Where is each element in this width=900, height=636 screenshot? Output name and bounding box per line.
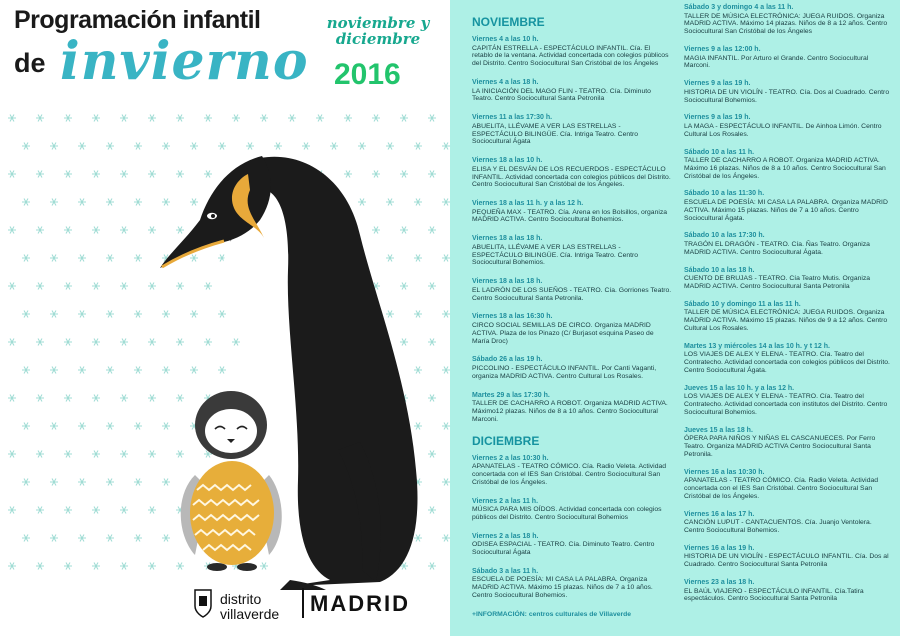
schedule-panel <box>450 0 900 636</box>
event-description: ABUELITA, LLÉVAME A VER LAS ESTRELLAS - ESPECTÁCULO BILINGÜE. Cía. Intriga Teatro. Centro Sociocultural Bohemios. <box>472 243 639 267</box>
snowflake-icon <box>92 283 100 290</box>
footer-district <box>220 592 279 621</box>
event-date: Viernes 16 a las 10:30 h. <box>684 468 765 476</box>
snowflake-icon <box>78 255 86 262</box>
title-year: 2016 <box>334 58 401 91</box>
snowflake-icon <box>50 255 58 262</box>
snowflake-icon <box>22 423 30 430</box>
event-item <box>684 232 894 256</box>
snowflake-icon <box>176 115 184 122</box>
noviembre-list <box>472 36 672 424</box>
snowflake-icon <box>92 563 100 570</box>
snowflake-icon <box>442 367 450 374</box>
event-date: Viernes 18 a las 18 h. <box>472 278 543 286</box>
snowflake-icon <box>22 143 30 150</box>
snowflake-icon <box>218 143 226 150</box>
event-description: APANATELAS - TEATRO CÓMICO. Cía. Radio Veleta. Actividad concertada con el IES San Cristóbal. Centro Sociocultural San Cristóbal de los Ángeles. <box>684 477 879 500</box>
event-item <box>684 46 894 70</box>
event-description: ÓPERA PARA NIÑOS Y NIÑAS EL CASCANUECES. Por Ferro Teatro. Organiza MADRID ACTIVA Centro Sociocultural Santa Petronila. <box>684 435 876 458</box>
snowflake-icon <box>204 115 212 122</box>
event-date: Sábado 26 a las 19 h. <box>472 356 543 364</box>
event-description: TALLER DE CACHARRO A ROBOT. Organiza MADRID ACTIVA. Máximo 16 plazas. Niños de 8 a 10 años. Centro Sociocultural San Cristóbal de los Ángeles. <box>684 157 886 180</box>
snowflake-icon <box>36 563 44 570</box>
event-description: CUENTO DE BRUJAS - TEATRO. Cía Teatro Mutis. Organiza MADRID ACTIVA. Centro Sociocultural Santa Petronila <box>684 275 871 290</box>
snowflake-icon <box>442 423 450 430</box>
snowflake-icon <box>78 311 86 318</box>
schedule-column-right <box>684 4 894 613</box>
event-date: Jueves 15 a las 10 h. y a las 12 h. <box>684 384 795 392</box>
event-date: Sábado 3 a las 11 h. <box>472 567 539 575</box>
coat-of-arms-icon <box>194 588 212 618</box>
event-date: Sábado 10 a las 11 h. <box>684 148 755 156</box>
snowflake-icon <box>344 115 352 122</box>
event-date: Viernes 4 a las 10 h. <box>472 36 539 43</box>
snowflake-icon <box>22 535 30 542</box>
snowflake-icon <box>92 507 100 514</box>
snowflake-icon <box>78 143 86 150</box>
snowflake-icon <box>50 199 58 206</box>
event-description: TALLER DE MÚSICA ELECTRÓNICA: JUEGA RUIDOS. Organiza MADRID ACTIVA. Máximo 15 plazas. Niños de 9 a 12 años. Centro Cultural Los Rosales. <box>684 309 888 332</box>
title-months: noviembre y diciembre <box>326 14 430 48</box>
snowflake-icon <box>330 143 338 150</box>
event-description: APANATELAS - TEATRO CÓMICO. Cía. Radio Veleta. Actividad concertada con el IES San Cristóbal. Centro Sociocultural San Cristóbal de los Ángeles. <box>472 463 667 486</box>
event-item <box>472 356 672 380</box>
event-date: Viernes 2 a las 11 h. <box>472 497 539 505</box>
snowflake-icon <box>92 115 100 122</box>
event-date: Martes 29 a las 17:30 h. <box>472 391 550 399</box>
event-item <box>472 79 672 103</box>
event-item <box>684 114 894 138</box>
snowflake-icon <box>162 143 170 150</box>
event-description: TRAGÓN EL DRAGÓN - TEATRO. Cía. Ñas Teatro. Organiza MADRID ACTIVA. Centro Sociocultural Ágata. <box>684 241 870 256</box>
event-item <box>684 469 894 501</box>
snowflake-icon <box>302 143 310 150</box>
event-description: HISTORIA DE UN VIOLÍN - TEATRO. Cía. Dos al Cuadrado. Centro Sociocultural Bohemios. <box>684 88 890 104</box>
event-date: Jueves 15 a las 18 h. <box>684 426 753 434</box>
snowflake-icon <box>22 199 30 206</box>
snowflake-icon <box>92 171 100 178</box>
snowflake-icon <box>64 563 72 570</box>
title-script: invierno <box>60 31 309 92</box>
snowflake-icon <box>36 451 44 458</box>
snowflake-icon <box>106 255 114 262</box>
event-item <box>472 568 672 600</box>
snowflake-icon <box>316 115 324 122</box>
snowflake-icon <box>106 423 114 430</box>
event-description: CIRCO SOCIAL SEMILLAS DE CIRCO. Organiza MADRID ACTIVA. Plaza de los Pinazo (C/ Burjasot esquina Paseo de María Droc) <box>472 322 654 345</box>
snowflake-icon <box>36 115 44 122</box>
event-description: ODISEA ESPACIAL - TEATRO. Cía. Diminuto Teatro. Centro Sociocultural Ágata <box>472 541 655 557</box>
event-item <box>684 579 894 603</box>
snowflake-icon <box>442 143 450 150</box>
title-line2: de <box>14 48 46 78</box>
snowflake-icon <box>120 563 128 570</box>
event-item <box>684 385 894 417</box>
snowflake-icon <box>8 451 16 458</box>
footer-logo <box>190 584 440 630</box>
snowflake-icon <box>22 255 30 262</box>
event-date: Viernes 11 a las 17:30 h. <box>472 114 553 122</box>
event-item <box>684 427 894 459</box>
snowflake-icon <box>442 535 450 542</box>
snowflake-icon <box>50 423 58 430</box>
snowflake-icon <box>92 339 100 346</box>
snowflake-icon <box>120 507 128 514</box>
event-item <box>472 200 672 224</box>
snowflake-icon <box>64 171 72 178</box>
event-description: EL BAÚL VIAJERO - ESPECTÁCULO INFANTIL. Cía.Tatira espectáculos. Centro Sociocultural Santa Petronila <box>684 587 864 603</box>
footer-city: MADRID <box>310 591 410 616</box>
event-item <box>472 235 672 267</box>
snowflake-icon <box>36 171 44 178</box>
snowflake-icon <box>22 479 30 486</box>
snowflake-icon <box>274 143 282 150</box>
snowflake-icon <box>148 115 156 122</box>
snowflake-icon <box>120 283 128 290</box>
event-description: ABUELITA, LLÉVAME A VER LAS ESTRELLAS - ESPECTÁCULO BILINGÜE. Cía. Intriga Teatro. Centro Sociocultural Ágata <box>472 122 639 146</box>
snowflake-icon <box>442 255 450 262</box>
event-date: Viernes 16 a las 19 h. <box>684 544 755 552</box>
snowflake-icon <box>106 311 114 318</box>
footer-district-line2: villaverde <box>220 605 280 622</box>
snowflake-icon <box>8 227 16 234</box>
snowflake-icon <box>400 115 408 122</box>
event-item <box>472 498 672 522</box>
event-date: Sábado 3 y domingo 4 a las 11 h. <box>684 4 794 11</box>
snowflake-icon <box>246 143 254 150</box>
snowflake-icon <box>8 339 16 346</box>
event-item <box>684 511 894 535</box>
snowflake-icon <box>106 143 114 150</box>
event-item <box>684 4 894 36</box>
event-description: CANCIÓN LUPUT - CANTACUENTOS. Cía. Juanjo Ventolera. Centro Sociocultural Bohemios. <box>684 519 872 535</box>
event-description: EL LADRÓN DE LOS SUEÑOS - TEATRO. Cía. Gorriones Teatro. Centro Sociocultural Santa Petronila. <box>472 286 672 302</box>
event-description: ESCUELA DE POESÍA: MI CASA LA PALABRA. Organiza MADRID ACTIVA. Máximo 15 plazas. Niños de 7 a 10 años. Centro Sociocultural Ágata. <box>684 199 888 222</box>
event-description: HISTORIA DE UN VIOLÍN - ESPECTÁCULO INFANTIL. Cía. Dos al Cuadrado. Centro Sociocultural Santa Petronila <box>684 553 889 569</box>
event-date: Viernes 2 a las 10:30 h. <box>472 454 549 462</box>
snowflake-icon <box>288 115 296 122</box>
event-item <box>472 278 672 302</box>
event-description: ELISA Y EL DESVÁN DE LOS RECUERDOS - ESPECTÁCULO INFANTIL. Actividad concertada con colegios públicos del Distrito. Centro Sociocultural San Cristóbal de los Ángeles. <box>472 165 671 189</box>
snowflake-icon <box>106 479 114 486</box>
snowflake-icon <box>8 395 16 402</box>
penguin-chick-illustration <box>165 385 295 575</box>
event-description: MÚSICA PARA MIS OÍDOS. Actividad concertada con colegios públicos del Distrito. Centro Sociocultural Bohemios <box>472 506 662 521</box>
event-item <box>472 313 672 345</box>
snowflake-icon <box>50 479 58 486</box>
snowflake-icon <box>372 115 380 122</box>
event-item <box>684 343 894 375</box>
event-description: TALLER DE CACHARRO A ROBOT. Organiza MADRID ACTIVA. Máximo12 plazas. Niños de 8 a 10 años. Centro Sociocultural Marconi. <box>472 400 668 423</box>
snowflake-icon <box>120 451 128 458</box>
event-date: Viernes 18 a las 18 h. <box>472 235 543 243</box>
diciembre-list-a <box>472 455 672 600</box>
event-description: LA INICIACIÓN DEL MAGO FLIN - TEATRO. Cía. Diminuto Teatro. Centro Sociocultural Santa Petronila <box>472 87 651 103</box>
event-description: ESCUELA DE POESÍA: MI CASA LA PALABRA. Organiza MADRID ACTIVA. Máximo 15 plazas. Niños de 7 a 10 años. Centro Sociocultural Bohemios. <box>472 576 653 600</box>
event-date: Viernes 2 a las 18 h. <box>472 532 539 540</box>
snowflake-icon <box>78 479 86 486</box>
snowflake-icon <box>50 535 58 542</box>
event-date: Viernes 4 a las 18 h. <box>472 78 539 86</box>
event-description: LA MAGA - ESPECTÁCULO INFANTIL. De Ainhoa Limón. Centro Cultural Los Rosales. <box>684 122 882 138</box>
snowflake-icon <box>106 535 114 542</box>
event-description: LOS VIAJES DE ALEX Y ELENA - TEATRO. Cía. Teatro del Contratecho. Actividad concertada con colegios públicos del Distrito. Centro Sociocultural Ágata. <box>684 351 890 374</box>
snowflake-icon <box>36 283 44 290</box>
event-description: PEQUEÑA MAX - TEATRO. Cía. Arena en los Bolsillos, organiza MADRID ACTIVA. Centro Sociocultural Bohemios. <box>472 208 668 224</box>
event-description: LOS VIAJES DE ALEX Y ELENA - TEATRO. Cía. Teatro del Contratecho. Actividad concertada con institutos del Distrito. Centro Sociocultural Bohemios. <box>684 393 888 416</box>
event-item <box>472 36 672 68</box>
snowflake-icon <box>50 367 58 374</box>
snowflake-icon <box>428 115 436 122</box>
snowflake-icon <box>8 171 16 178</box>
event-description: TALLER DE MÚSICA ELECTRÓNICA: JUEGA RUIDOS. Organiza MADRID ACTIVA. Máximo 14 plazas. Niños de 8 a 12 años. Centro Sociocultural San Cristóbal de los Ángeles <box>684 12 888 36</box>
event-date: Viernes 9 a las 12:00 h. <box>684 45 761 53</box>
event-description: CAPITÁN ESTRELLA - ESPECTÁCULO INFANTIL. Cía. El retablo de la ventana. Actividad concertada con colegios públicos del Distrito. Centro Sociocultural San Cristóbal de los Ángeles <box>472 44 669 68</box>
info-line: +INFORMACIÓN: centros culturales de Villaverde <box>472 610 632 618</box>
event-item <box>472 114 672 146</box>
snowflake-icon <box>22 367 30 374</box>
snowflake-icon <box>8 283 16 290</box>
snowflake-icon <box>64 283 72 290</box>
snowflake-icon <box>232 115 240 122</box>
event-description: PICCOLINO - ESPECTÁCULO INFANTIL. Por Canti Vaganti, organiza MADRID ACTIVA. Centro Cultural Los Rosales. <box>472 364 657 380</box>
snowflake-icon <box>64 227 72 234</box>
section-noviembre: NOVIEMBRE <box>472 15 545 29</box>
event-item <box>684 190 894 222</box>
snowflake-icon <box>120 227 128 234</box>
snowflake-icon <box>36 339 44 346</box>
event-item <box>472 157 672 189</box>
snowflake-icon <box>78 535 86 542</box>
event-item <box>472 455 672 487</box>
snowflake-icon <box>386 143 394 150</box>
snowflake-icon <box>64 339 72 346</box>
diciembre-list-b <box>684 4 894 603</box>
snowflake-icon <box>120 115 128 122</box>
event-item <box>684 545 894 569</box>
snowflake-icon <box>92 227 100 234</box>
event-date: Sábado 10 y domingo 11 a las 11 h. <box>684 300 801 308</box>
snowflake-icon <box>120 395 128 402</box>
snowflake-icon <box>64 451 72 458</box>
event-description: MAGIA INFANTIL. Por Arturo el Grande. Centro Sociocultural Marconi. <box>684 54 869 70</box>
snowflake-icon <box>50 143 58 150</box>
snowflake-icon <box>92 451 100 458</box>
snowflake-icon <box>442 199 450 206</box>
event-date: Viernes 9 a las 19 h. <box>684 80 751 88</box>
snowflake-icon <box>64 507 72 514</box>
event-date: Viernes 18 a las 16:30 h. <box>472 313 553 321</box>
snowflake-icon <box>134 143 142 150</box>
event-date: Martes 13 y miércoles 14 a las 10 h. y t 12 h. <box>684 342 830 350</box>
snowflake-icon <box>64 395 72 402</box>
event-date: Viernes 23 a las 18 h. <box>684 579 755 587</box>
snowflake-icon <box>106 199 114 206</box>
title-line1: Programación infantil <box>14 6 261 34</box>
snowflake-icon <box>120 339 128 346</box>
event-item <box>472 392 672 424</box>
snowflake-icon <box>64 115 72 122</box>
event-item <box>472 533 672 557</box>
event-item <box>684 267 894 291</box>
snowflake-icon <box>414 143 422 150</box>
snowflake-icon <box>190 143 198 150</box>
snowflake-icon <box>22 311 30 318</box>
snowflake-icon <box>8 563 16 570</box>
snowflake-icon <box>8 115 16 122</box>
snowflake-icon <box>78 423 86 430</box>
footer-district-line1: distrito <box>220 591 262 607</box>
event-date: Viernes 9 a las 19 h. <box>684 114 751 122</box>
snowflake-icon <box>8 507 16 514</box>
event-date: Viernes 18 a las 11 h. y a las 12 h. <box>472 200 584 208</box>
schedule-column-left <box>472 4 672 619</box>
event-date: Sábado 10 a las 17:30 h. <box>684 232 765 240</box>
event-item <box>684 149 894 181</box>
snowflake-icon <box>442 311 450 318</box>
snowflake-icon <box>78 199 86 206</box>
snowflake-icon <box>36 395 44 402</box>
event-date: Viernes 18 a las 10 h. <box>472 157 543 165</box>
snowflake-icon <box>92 395 100 402</box>
snowflake-icon <box>358 143 366 150</box>
snowflake-icon <box>36 507 44 514</box>
event-date: Sábado 10 a las 11:30 h. <box>684 190 765 198</box>
event-date: Viernes 16 a las 17 h. <box>684 510 755 518</box>
event-item <box>684 80 894 104</box>
footer-divider <box>302 588 304 618</box>
snowflake-icon <box>260 115 268 122</box>
snowflake-icon <box>442 479 450 486</box>
event-item <box>684 301 894 333</box>
snowflake-icon <box>50 311 58 318</box>
snowflake-icon <box>36 227 44 234</box>
snowflake-icon <box>78 367 86 374</box>
snowflake-icon <box>120 171 128 178</box>
snowflake-icon <box>106 367 114 374</box>
event-date: Sábado 10 a las 18 h. <box>684 266 755 274</box>
section-diciembre: DICIEMBRE <box>472 433 540 448</box>
